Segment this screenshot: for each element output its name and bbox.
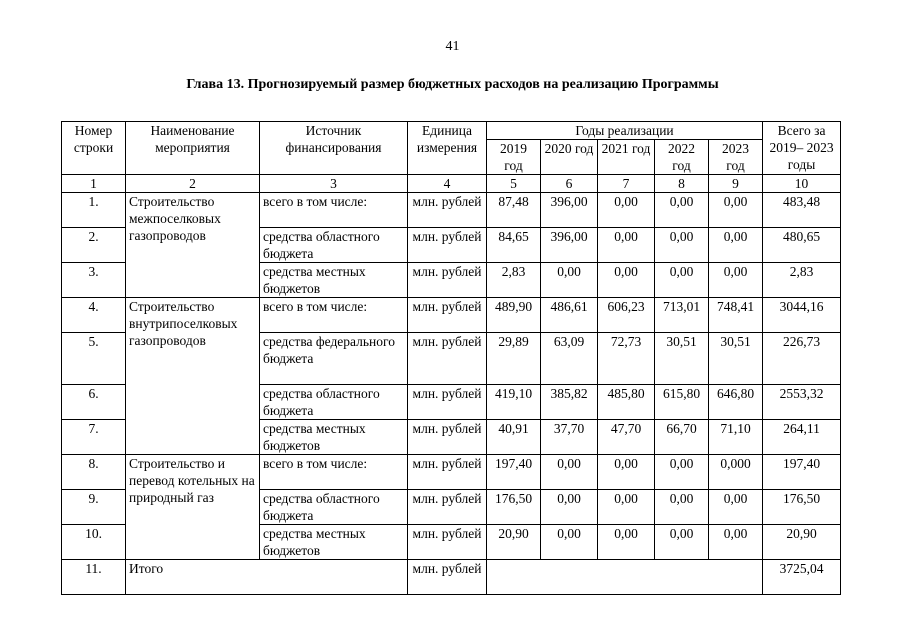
header-unit: Единица измерения <box>408 122 487 175</box>
year-value-cell: 0,00 <box>541 455 598 490</box>
row-number-cell: 10. <box>62 525 126 560</box>
year-value-cell: 0,00 <box>709 228 763 263</box>
source-cell: средства местных бюджетов <box>260 420 408 455</box>
unit-cell: млн. рублей <box>408 455 487 490</box>
source-cell: средства областного бюджета <box>260 385 408 420</box>
source-cell: средства областного бюджета <box>260 228 408 263</box>
year-value-cell: 0,00 <box>598 228 655 263</box>
column-number: 5 <box>487 175 541 193</box>
year-value-cell: 0,00 <box>541 263 598 298</box>
header-year-2021: 2021 год <box>598 140 655 175</box>
year-value-cell: 0,00 <box>655 490 709 525</box>
year-value-cell: 486,61 <box>541 298 598 333</box>
header-year-2020: 2020 год <box>541 140 598 175</box>
header-event: Наименование мероприятия <box>126 122 260 175</box>
table-row <box>62 455 841 490</box>
year-value-cell: 385,82 <box>541 385 598 420</box>
total-row-unit: млн. рублей <box>408 560 487 595</box>
header-year-2022: 2022 год <box>655 140 709 175</box>
year-value-cell: 0,00 <box>655 193 709 228</box>
year-value-cell: 71,10 <box>709 420 763 455</box>
column-number: 6 <box>541 175 598 193</box>
year-value-cell: 30,51 <box>709 333 763 385</box>
row-number-cell: 3. <box>62 263 126 298</box>
total-row <box>62 560 841 595</box>
column-number: 9 <box>709 175 763 193</box>
year-value-cell: 0,00 <box>598 263 655 298</box>
year-value-cell: 176,50 <box>487 490 541 525</box>
unit-cell: млн. рублей <box>408 385 487 420</box>
event-name-cell: Строительство и перевод котельных на природный газ <box>126 455 260 560</box>
year-value-cell: 0,00 <box>709 193 763 228</box>
year-value-cell: 84,65 <box>487 228 541 263</box>
header-year-2019: 2019 год <box>487 140 541 175</box>
row-total-cell: 197,40 <box>763 455 841 490</box>
year-value-cell: 396,00 <box>541 228 598 263</box>
year-value-cell: 47,70 <box>598 420 655 455</box>
unit-cell: млн. рублей <box>408 420 487 455</box>
row-number-cell: 4. <box>62 298 126 333</box>
row-total-cell: 2553,32 <box>763 385 841 420</box>
row-total-cell: 226,73 <box>763 333 841 385</box>
source-cell: всего в том числе: <box>260 298 408 333</box>
year-value-cell: 0,00 <box>655 525 709 560</box>
budget-table <box>61 121 841 595</box>
column-numbers-row <box>62 175 841 193</box>
source-cell: средства областного бюджета <box>260 490 408 525</box>
year-value-cell: 29,89 <box>487 333 541 385</box>
unit-cell: млн. рублей <box>408 298 487 333</box>
row-number-cell: 7. <box>62 420 126 455</box>
source-cell: средства местных бюджетов <box>260 263 408 298</box>
row-total-cell: 480,65 <box>763 228 841 263</box>
year-value-cell: 20,90 <box>487 525 541 560</box>
row-total-cell: 176,50 <box>763 490 841 525</box>
row-number-cell: 5. <box>62 333 126 385</box>
year-value-cell: 0,00 <box>709 525 763 560</box>
unit-cell: млн. рублей <box>408 228 487 263</box>
year-value-cell: 0,00 <box>598 455 655 490</box>
page-number: 41 <box>445 39 460 54</box>
year-value-cell: 615,80 <box>655 385 709 420</box>
year-value-cell: 40,91 <box>487 420 541 455</box>
total-row-label: Итого <box>126 560 408 595</box>
column-number: 7 <box>598 175 655 193</box>
year-value-cell: 606,23 <box>598 298 655 333</box>
row-number-cell: 8. <box>62 455 126 490</box>
table-row <box>62 193 841 228</box>
total-row-years-empty <box>487 560 763 595</box>
unit-cell: млн. рублей <box>408 263 487 298</box>
row-total-cell: 20,90 <box>763 525 841 560</box>
header-years-group: Годы реализации <box>487 122 763 140</box>
row-total-cell: 264,11 <box>763 420 841 455</box>
year-value-cell: 489,90 <box>487 298 541 333</box>
year-value-cell: 0,00 <box>709 263 763 298</box>
unit-cell: млн. рублей <box>408 333 487 385</box>
year-value-cell: 646,80 <box>709 385 763 420</box>
year-value-cell: 0,00 <box>598 490 655 525</box>
header-row-num: Номер строки <box>62 122 126 175</box>
year-value-cell: 0,00 <box>655 228 709 263</box>
year-value-cell: 0,00 <box>598 193 655 228</box>
year-value-cell: 0,00 <box>598 525 655 560</box>
unit-cell: млн. рублей <box>408 525 487 560</box>
source-cell: всего в том числе: <box>260 193 408 228</box>
header-year-2023: 2023 год <box>709 140 763 175</box>
row-number-cell: 6. <box>62 385 126 420</box>
year-value-cell: 72,73 <box>598 333 655 385</box>
total-row-number: 11. <box>62 560 126 595</box>
row-total-cell: 2,83 <box>763 263 841 298</box>
year-value-cell: 0,00 <box>655 263 709 298</box>
row-total-cell: 3044,16 <box>763 298 841 333</box>
row-total-cell: 483,48 <box>763 193 841 228</box>
year-value-cell: 419,10 <box>487 385 541 420</box>
year-value-cell: 396,00 <box>541 193 598 228</box>
table-row <box>62 298 841 333</box>
year-value-cell: 713,01 <box>655 298 709 333</box>
year-value-cell: 63,09 <box>541 333 598 385</box>
source-cell: средства федерального бюджета <box>260 333 408 385</box>
column-number: 10 <box>763 175 841 193</box>
year-value-cell: 0,000 <box>709 455 763 490</box>
year-value-cell: 30,51 <box>655 333 709 385</box>
unit-cell: млн. рублей <box>408 193 487 228</box>
column-number: 8 <box>655 175 709 193</box>
year-value-cell: 2,83 <box>487 263 541 298</box>
event-name-cell: Строительство межпоселковых газопроводов <box>126 193 260 298</box>
year-value-cell: 66,70 <box>655 420 709 455</box>
year-value-cell: 0,00 <box>541 490 598 525</box>
year-value-cell: 0,00 <box>541 525 598 560</box>
total-row-total: 3725,04 <box>763 560 841 595</box>
year-value-cell: 37,70 <box>541 420 598 455</box>
row-number-cell: 1. <box>62 193 126 228</box>
page-title: Глава 13. Прогнозируемый размер бюджетных расходов на реализацию Программы <box>186 77 719 92</box>
year-value-cell: 748,41 <box>709 298 763 333</box>
unit-cell: млн. рублей <box>408 490 487 525</box>
year-value-cell: 0,00 <box>709 490 763 525</box>
row-number-cell: 9. <box>62 490 126 525</box>
year-value-cell: 485,80 <box>598 385 655 420</box>
column-number: 1 <box>62 175 126 193</box>
header-source: Источник финансирования <box>260 122 408 175</box>
source-cell: средства местных бюджетов <box>260 525 408 560</box>
row-number-cell: 2. <box>62 228 126 263</box>
header-total: Всего за 2019– 2023 годы <box>763 122 841 175</box>
year-value-cell: 0,00 <box>655 455 709 490</box>
column-number: 3 <box>260 175 408 193</box>
year-value-cell: 197,40 <box>487 455 541 490</box>
column-number: 4 <box>408 175 487 193</box>
column-number: 2 <box>126 175 260 193</box>
event-name-cell: Строительство внутрипоселковых газопроводов <box>126 298 260 455</box>
year-value-cell: 87,48 <box>487 193 541 228</box>
source-cell: всего в том числе: <box>260 455 408 490</box>
